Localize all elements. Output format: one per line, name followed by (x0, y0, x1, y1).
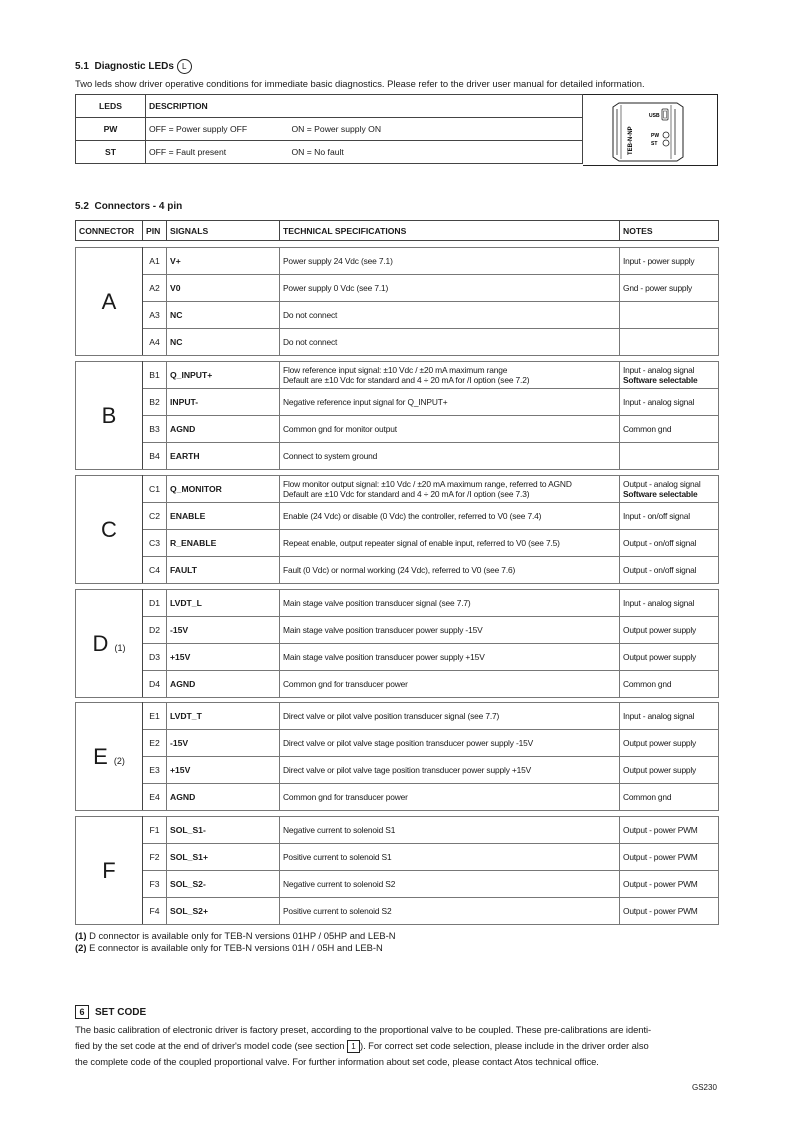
page-code: GS230 (692, 1083, 717, 1092)
section-6-number: 6 (75, 1005, 89, 1019)
footnote-2: (2) E connector is available only for TEB-N versions 01H / 05H and LEB-N (75, 942, 383, 953)
pin-cell: C4 (143, 557, 167, 584)
notes-cell (620, 302, 719, 329)
notes-cell: Output - on/off signal (620, 557, 719, 584)
notes-cell: Output - on/off signal (620, 530, 719, 557)
pin-header: PIN (143, 221, 167, 241)
notes-cell: Output power supply (620, 617, 719, 644)
signal-cell: Q_MONITOR (167, 476, 280, 503)
signal-cell: AGND (167, 671, 280, 698)
pin-cell: F2 (143, 844, 167, 871)
connectors-header (75, 220, 719, 241)
pin-cell: F4 (143, 898, 167, 925)
spec-cell: Common gnd for monitor output (280, 416, 620, 443)
table-row (76, 898, 719, 925)
usb-port-icon (662, 109, 668, 120)
pin-cell: C1 (143, 476, 167, 503)
led-st-on: ON = No fault (289, 141, 583, 164)
table-row (76, 757, 719, 784)
pin-cell: D1 (143, 590, 167, 617)
pin-cell: C3 (143, 530, 167, 557)
signal-cell: R_ENABLE (167, 530, 280, 557)
signal-cell: -15V (167, 730, 280, 757)
connector-letter: C (76, 476, 143, 584)
pin-cell: A3 (143, 302, 167, 329)
connector-letter: E (2) (76, 703, 143, 811)
table-row (76, 329, 719, 356)
pin-cell: A4 (143, 329, 167, 356)
signal-cell: AGND (167, 784, 280, 811)
table-row (76, 416, 719, 443)
notes-cell: Output power supply (620, 644, 719, 671)
pw-label: PW (651, 133, 660, 139)
notes-cell: Output power supply (620, 757, 719, 784)
notes-cell: Gnd - power supply (620, 275, 719, 302)
spec-cell: Main stage valve position transducer power supply -15V (280, 617, 620, 644)
signal-cell: LVDT_L (167, 590, 280, 617)
signal-cell: SOL_S1- (167, 817, 280, 844)
table-row (76, 784, 719, 811)
connector-block-f (75, 816, 719, 925)
led-table (75, 94, 583, 164)
device-drawing (583, 95, 717, 165)
signals-header: SIGNALS (167, 221, 280, 241)
signal-cell: AGND (167, 416, 280, 443)
led-pw-on: ON = Power supply ON (289, 118, 583, 141)
pin-cell: B2 (143, 389, 167, 416)
pin-cell: E4 (143, 784, 167, 811)
connector-header: CONNECTOR (76, 221, 143, 241)
pin-cell: B4 (143, 443, 167, 470)
table-row (76, 557, 719, 584)
spec-cell: Common gnd for transducer power (280, 671, 620, 698)
connector-letter: B (76, 362, 143, 470)
section-6-body: The basic calibration of electronic driver is factory preset, according to the proportional valve to be coupled. These pre-calibrations are identi- fied by the set code at the end of driver's model code (see section 1 ). For correct set code selection, please include in the driver order also the complete code of the coupled proportional valve. For further information about set code, please contact Atos technical office. (75, 1024, 652, 1067)
table-row (76, 844, 719, 871)
connector-block-e (75, 702, 719, 811)
connector-letter: D (1) (76, 590, 143, 698)
notes-cell: Input - analog signal (620, 389, 719, 416)
table-row (76, 644, 719, 671)
signal-cell: SOL_S2+ (167, 898, 280, 925)
notes-cell: Common gnd (620, 671, 719, 698)
signal-cell: FAULT (167, 557, 280, 584)
spec-cell: Power supply 24 Vdc (see 7.1) (280, 248, 620, 275)
signal-cell: V0 (167, 275, 280, 302)
spec-cell: Do not connect (280, 329, 620, 356)
spec-cell: Negative reference input signal for Q_INPUT+ (280, 389, 620, 416)
pin-cell: D2 (143, 617, 167, 644)
signal-cell: -15V (167, 617, 280, 644)
signal-cell: NC (167, 302, 280, 329)
usb-label: USB (649, 113, 660, 119)
connector-block-b (75, 361, 719, 470)
notes-cell: Input - analog signal (620, 590, 719, 617)
notes-cell: Output - power PWM (620, 817, 719, 844)
led-st-off: OFF = Fault present (146, 141, 289, 164)
pin-cell: E3 (143, 757, 167, 784)
table-row (76, 503, 719, 530)
pin-cell: D4 (143, 671, 167, 698)
spec-cell: Do not connect (280, 302, 620, 329)
device-model-label: TEB-N-NP (628, 126, 634, 155)
table-row (76, 617, 719, 644)
spec-cell: Repeat enable, output repeater signal of enable input, referred to V0 (see 7.5) (280, 530, 620, 557)
notes-cell: Output - analog signal Software selectable (620, 476, 719, 503)
section-6-title: SET CODE (95, 1007, 147, 1018)
signal-cell: INPUT- (167, 389, 280, 416)
notes-header: NOTES (620, 221, 719, 241)
signal-cell: NC (167, 329, 280, 356)
st-label: ST (651, 141, 658, 147)
footnote-1: (1) D connector is available only for TEB-N versions 01HP / 05HP and LEB-N (75, 930, 396, 941)
notes-cell: Common gnd (620, 784, 719, 811)
pin-cell: A2 (143, 275, 167, 302)
st-led-icon (663, 140, 669, 146)
signal-cell: SOL_S1+ (167, 844, 280, 871)
table-row (76, 248, 719, 275)
notes-cell: Output power supply (620, 730, 719, 757)
table-row (76, 389, 719, 416)
pin-cell: F3 (143, 871, 167, 898)
spec-cell: Connect to system ground (280, 443, 620, 470)
pin-cell: F1 (143, 817, 167, 844)
notes-cell (620, 443, 719, 470)
signal-cell: EARTH (167, 443, 280, 470)
table-row (76, 730, 719, 757)
pin-cell: B1 (143, 362, 167, 389)
spec-cell: Flow monitor output signal: ±10 Vdc / ±20 mA maximum range, referred to AGND Default are ±10 Vdc for standard and 4 ÷ 20 mA for /I option (see 7.3) (280, 476, 620, 503)
signal-cell: LVDT_T (167, 703, 280, 730)
signal-cell: V+ (167, 248, 280, 275)
led-pw: PW (76, 118, 146, 141)
driver-device-illustration (583, 94, 718, 166)
table-row (76, 530, 719, 557)
signal-cell: +15V (167, 644, 280, 671)
section-5-2-heading: 5.2 Connectors - 4 pin (75, 201, 183, 212)
notes-cell: Output - power PWM (620, 871, 719, 898)
section-5-1-intro: Two leds show driver operative conditions for immediate basic diagnostics. Please refer to the driver user manual for detailed information. (75, 78, 645, 89)
notes-cell: Input - analog signal (620, 703, 719, 730)
connector-block-d (75, 589, 719, 698)
table-row (76, 817, 719, 844)
spec-cell: Negative current to solenoid S2 (280, 871, 620, 898)
section-6-heading (75, 1005, 146, 1019)
pin-cell: D3 (143, 644, 167, 671)
table-row (76, 275, 719, 302)
table-row (76, 671, 719, 698)
table-row (76, 443, 719, 470)
signal-cell: ENABLE (167, 503, 280, 530)
spec-cell: Direct valve or pilot valve position transducer signal (see 7.7) (280, 703, 620, 730)
l-badge: L (177, 59, 192, 74)
spec-cell: Common gnd for transducer power (280, 784, 620, 811)
notes-cell: Input - power supply (620, 248, 719, 275)
spec-cell: Positive current to solenoid S1 (280, 844, 620, 871)
spec-cell: Direct valve or pilot valve stage position transducer power supply -15V (280, 730, 620, 757)
connector-block-a (75, 247, 719, 356)
table-row (76, 302, 719, 329)
signal-cell: SOL_S2- (167, 871, 280, 898)
spec-cell: Main stage valve position transducer signal (see 7.7) (280, 590, 620, 617)
notes-cell: Input - on/off signal (620, 503, 719, 530)
spec-cell: Main stage valve position transducer power supply +15V (280, 644, 620, 671)
spec-cell: Enable (24 Vdc) or disable (0 Vdc) the controller, referred to V0 (see 7.4) (280, 503, 620, 530)
led-pw-off: OFF = Power supply OFF (146, 118, 289, 141)
spec-cell: Fault (0 Vdc) or normal working (24 Vdc), referred to V0 (see 7.6) (280, 557, 620, 584)
section-5-1-heading: 5.1 Diagnostic LEDs L (75, 59, 192, 74)
pin-cell: E1 (143, 703, 167, 730)
notes-cell: Output - power PWM (620, 898, 719, 925)
notes-cell: Common gnd (620, 416, 719, 443)
spec-cell: Power supply 0 Vdc (see 7.1) (280, 275, 620, 302)
spec-cell: Direct valve or pilot valve tage position transducer power supply +15V (280, 757, 620, 784)
spec-cell: Flow reference input signal: ±10 Vdc / ±20 mA maximum range Default are ±10 Vdc for standard and 4 ÷ 20 mA for /I option (see 7.2) (280, 362, 620, 389)
table-row (76, 871, 719, 898)
spec-cell: Positive current to solenoid S2 (280, 898, 620, 925)
pin-cell: B3 (143, 416, 167, 443)
table-row (76, 476, 719, 503)
pin-cell: C2 (143, 503, 167, 530)
leds-header: LEDS (76, 95, 146, 118)
notes-cell (620, 329, 719, 356)
table-row (76, 362, 719, 389)
notes-cell: Output - power PWM (620, 844, 719, 871)
section-ref-box: 1 (347, 1040, 360, 1053)
connector-block-c (75, 475, 719, 584)
signal-cell: +15V (167, 757, 280, 784)
led-st: ST (76, 141, 146, 164)
pin-cell: E2 (143, 730, 167, 757)
connector-letter: A (76, 248, 143, 356)
pin-cell: A1 (143, 248, 167, 275)
description-header: DESCRIPTION (146, 95, 583, 118)
table-row (76, 703, 719, 730)
pw-led-icon (663, 132, 669, 138)
table-row (76, 590, 719, 617)
spec-header: TECHNICAL SPECIFICATIONS (280, 221, 620, 241)
spec-cell: Negative current to solenoid S1 (280, 817, 620, 844)
signal-cell: Q_INPUT+ (167, 362, 280, 389)
connector-letter: F (76, 817, 143, 925)
notes-cell: Input - analog signal Software selectable (620, 362, 719, 389)
